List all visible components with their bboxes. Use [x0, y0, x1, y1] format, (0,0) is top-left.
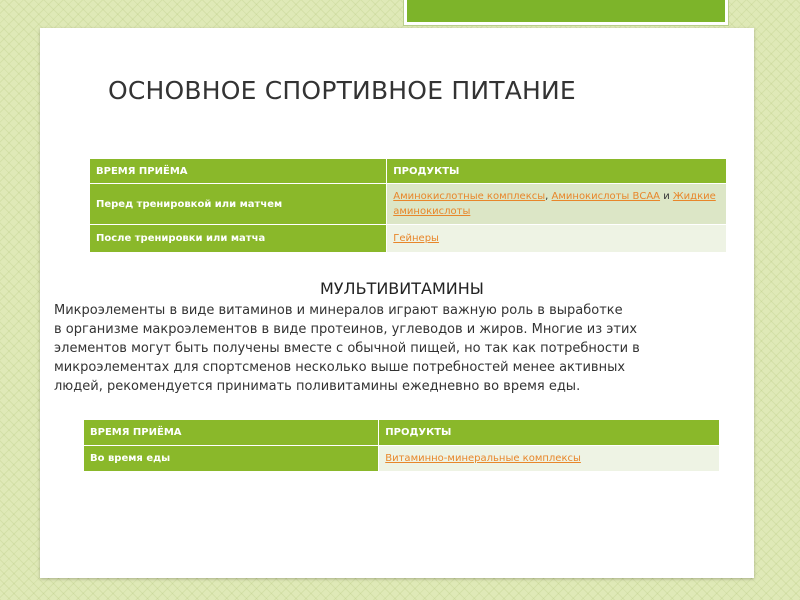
description-line: людей, рекомендуется принимать поливитамины ежедневно во время еды.	[54, 379, 581, 394]
intake-time-cell: Перед тренировкой или матчем	[90, 184, 387, 225]
multivitamins-description	[54, 301, 744, 396]
slide-title: ОСНОВНОЕ СПОРТИВНОЕ ПИТАНИЕ	[108, 76, 576, 105]
header-time: ВРЕМЯ ПРИЁМА	[90, 159, 387, 184]
intake-time-cell: После тренировки или матча	[90, 225, 387, 253]
decorative-top-tab	[404, 0, 728, 25]
sports-nutrition-table	[90, 159, 727, 253]
description-line: элементов могут быть получены вместе с обычной пищей, но так как потребности в	[54, 341, 640, 356]
product-link-amino-complexes[interactable]: Аминокислотные комплексы	[393, 191, 546, 202]
multivitamins-table	[84, 420, 720, 472]
header-time: ВРЕМЯ ПРИЁМА	[84, 420, 379, 446]
table-header-row	[90, 159, 727, 184]
table-header-row	[84, 420, 720, 446]
header-products: ПРОДУКТЫ	[379, 420, 720, 446]
product-link-liquid-amino[interactable]: Жидкие аминокислоты	[393, 191, 716, 217]
separator-text: ,	[545, 191, 552, 202]
slide-panel	[40, 28, 754, 578]
description-line: микроэлементах для спортсменов несколько выше потребностей менее активных	[54, 360, 626, 375]
table-row	[90, 184, 727, 225]
header-products: ПРОДУКТЫ	[387, 159, 727, 184]
separator-text: и	[660, 191, 673, 202]
products-cell	[387, 225, 727, 253]
products-cell	[379, 446, 720, 472]
description-line: Микроэлементы в виде витаминов и минералов играют важную роль в выработке	[54, 303, 623, 318]
products-cell	[387, 184, 727, 225]
table-row	[84, 446, 720, 472]
product-link-gainers[interactable]: Гейнеры	[393, 233, 439, 244]
product-link-bcaa[interactable]: Аминокислоты ВСАА	[551, 191, 661, 202]
intake-time-cell: Во время еды	[84, 446, 379, 472]
product-link-vitamin-mineral-complexes[interactable]: Витаминно-минеральные комплексы	[385, 453, 581, 464]
table-row	[90, 225, 727, 253]
description-line: в организме макроэлементов в виде протеинов, углеводов и жиров. Многие из этих	[54, 322, 638, 337]
multivitamins-heading: МУЛЬТИВИТАМИНЫ	[320, 279, 484, 298]
